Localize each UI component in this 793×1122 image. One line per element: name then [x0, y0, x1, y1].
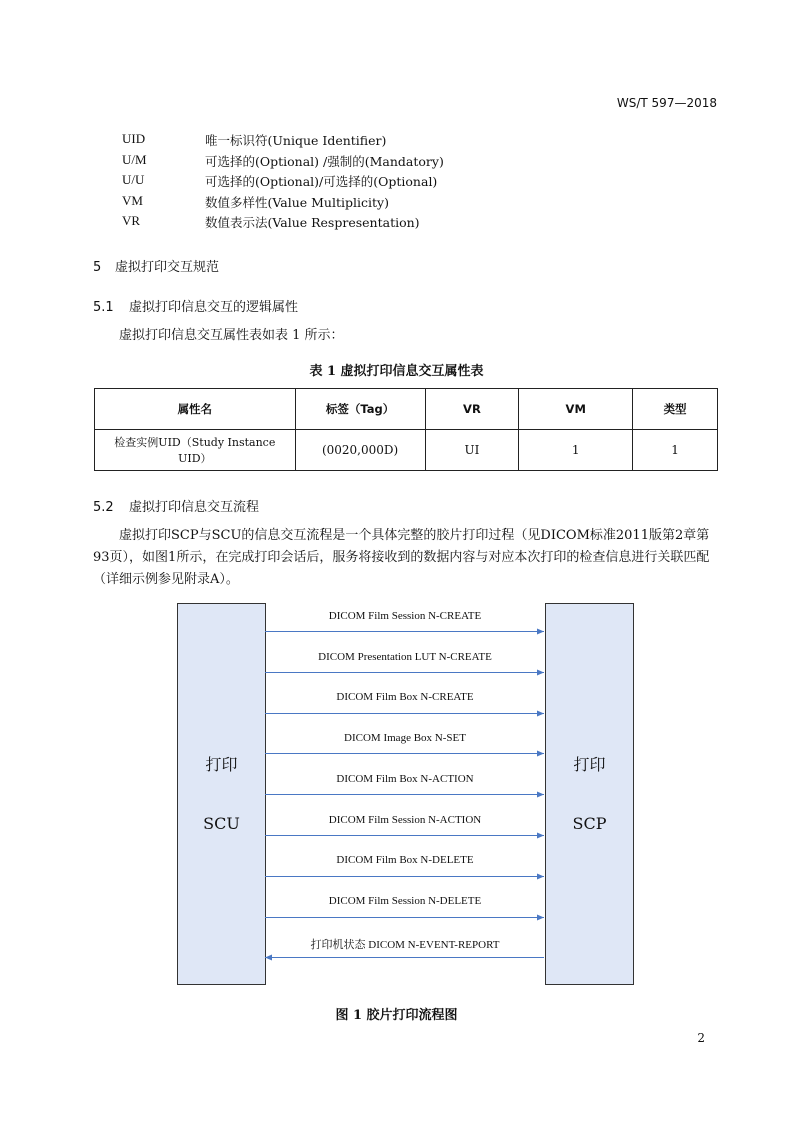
message-arrowhead [537, 711, 544, 717]
message-label: DICOM Film Session N-DELETE [328, 895, 482, 907]
message-label: DICOM Film Box N-CREATE [336, 691, 474, 703]
table-header-cell: 属性名 [95, 389, 296, 430]
flow-description-paragraph: 虚拟打印SCP与SCU的信息交互流程是一个具体完整的胶片打印过程（见DICOM标准2011版第2章第93页），如图1所示，在完成打印会话后，服务将接收到的数据内容与对应本次打印的检查信息进行关联匹配（详细示例参见附录A）。 [93, 528, 710, 587]
scp-label-line1: 打印 [573, 755, 606, 774]
section-title: 虚拟打印信息交互流程 [129, 500, 260, 515]
abbreviation-key: VM [122, 193, 143, 208]
section-title: 虚拟打印交互规范 [115, 260, 220, 275]
message-label: DICOM Image Box N-SET [344, 732, 466, 744]
intro-paragraph: 虚拟打印信息交互属性表如表 1 所示： [119, 328, 344, 343]
abbreviation-value: 数值表示法(Value Respresentation) [205, 215, 420, 230]
figure-caption: 图 1 胶片打印流程图 [335, 1008, 458, 1023]
table-header-cell: 标签（Tag） [295, 389, 425, 430]
scp-label-line2: SCP [572, 814, 607, 833]
message-arrowhead [537, 833, 544, 839]
message-arrowhead [537, 751, 544, 757]
message-arrowhead [537, 874, 544, 880]
message-arrowhead [537, 629, 544, 635]
message-label: 打印机状态 DICOM N-EVENT-REPORT [310, 939, 500, 951]
table-caption: 表 1 虚拟打印信息交互属性表 [309, 364, 484, 379]
abbreviation-key: U/M [122, 152, 147, 167]
message-arrowhead [537, 792, 544, 798]
table-cell: 检查实例UID（Study Instance UID） [95, 430, 296, 471]
abbreviation-key: VR [122, 213, 141, 228]
message-label: DICOM Presentation LUT N-CREATE [318, 651, 492, 663]
abbreviation-value: 数值多样性(Value Multiplicity) [205, 195, 389, 210]
abbreviation-value: 唯一标识符(Unique Identifier) [205, 133, 387, 148]
message-arrowhead [265, 955, 272, 961]
table-cell: 1 [519, 430, 633, 471]
table-cell: 1 [633, 430, 718, 471]
abbreviation-key: U/U [122, 172, 145, 187]
message-label: DICOM Film Session N-ACTION [328, 814, 482, 826]
table-header-cell: VM [519, 389, 633, 430]
section-title: 虚拟打印信息交互的逻辑属性 [129, 300, 299, 315]
section-number: 5.1 [93, 300, 114, 315]
table-cell: UI [425, 430, 519, 471]
table-header-cell: VR [425, 389, 519, 430]
abbreviation-value: 可选择的(Optional)/可选择的(Optional) [205, 174, 438, 189]
document-id: WS/T 597—2018 [616, 96, 717, 110]
message-label: DICOM Film Session N-CREATE [328, 610, 482, 622]
page-number: 2 [697, 1031, 705, 1045]
abbreviation-key: UID [122, 131, 146, 146]
table-header-cell: 类型 [633, 389, 718, 430]
abbreviation-value: 可选择的(Optional) /强制的(Mandatory) [205, 154, 444, 169]
section-number: 5 [93, 260, 102, 275]
scu-label-line1: 打印 [205, 755, 238, 774]
scu-label-line2: SCU [203, 814, 240, 833]
message-label: DICOM Film Box N-DELETE [336, 854, 474, 866]
message-arrowhead [537, 670, 544, 676]
table-cell: (0020,000D) [295, 430, 425, 471]
section-number: 5.2 [93, 500, 114, 515]
message-arrowhead [537, 915, 544, 921]
message-label: DICOM Film Box N-ACTION [336, 773, 474, 785]
